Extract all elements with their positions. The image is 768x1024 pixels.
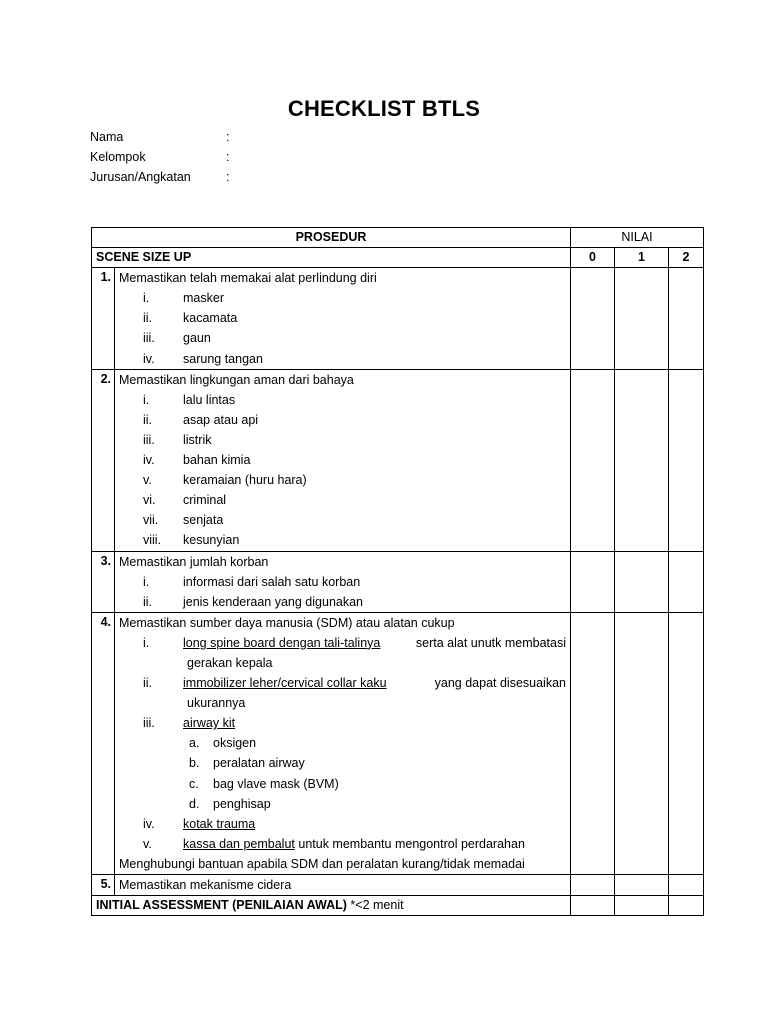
info-label: Kelompok <box>90 150 146 164</box>
sub-list-item: b. peralatan airway <box>189 756 305 771</box>
score-cell-0[interactable] <box>571 612 615 874</box>
header-nilai: NILAI <box>571 228 704 248</box>
score-cell-1[interactable] <box>615 612 669 874</box>
score-cell-1[interactable] <box>615 896 669 916</box>
section-row-scene-size-up <box>92 248 704 268</box>
list-item: v. keramaian (huru hara) <box>143 473 307 488</box>
table-header-row <box>92 228 704 248</box>
score-header-0: 0 <box>571 248 615 268</box>
info-field-kelompok <box>90 150 234 164</box>
score-cell-2[interactable] <box>669 268 704 369</box>
item-number: 4. <box>92 612 115 874</box>
section-row-initial-assessment <box>92 896 704 916</box>
item-number: 3. <box>92 551 115 612</box>
sub-list-item: d. penghisap <box>189 796 271 811</box>
item-text: Memastikan sumber daya manusia (SDM) atau alatan cukup <box>119 615 455 630</box>
list-item: iv. kotak trauma <box>119 814 566 834</box>
list-item: iv. sarung tangan <box>143 351 263 366</box>
list-item: iii. airway kit <box>119 713 566 733</box>
underlined-text: airway kit <box>183 716 236 731</box>
item-number: 5. <box>92 875 115 896</box>
score-cell-1[interactable] <box>615 875 669 896</box>
item-text: Memastikan mekanisme cidera <box>119 878 292 892</box>
info-colon: : <box>226 130 230 144</box>
sub-list-item: c. bag vlave mask (BVM) <box>189 776 339 791</box>
underlined-text: long spine board dengan tali-talinya <box>183 635 381 650</box>
item-text: Memastikan telah memakai alat perlindung diri <box>119 271 377 286</box>
score-cell-2[interactable] <box>669 875 704 896</box>
list-item: iii. listrik <box>143 432 212 447</box>
underlined-text: immobilizer leher/cervical collar kaku <box>183 676 387 691</box>
score-cell-2[interactable] <box>669 896 704 916</box>
score-cell-2[interactable] <box>669 551 704 612</box>
list-item: vi. criminal <box>143 493 227 508</box>
list-item: i. masker <box>143 291 224 306</box>
list-item: v. kassa dan pembalut untuk membantu mengontrol perdarahan <box>119 834 566 854</box>
score-header-2: 2 <box>669 248 704 268</box>
info-colon: : <box>226 150 230 164</box>
item-text: Memastikan lingkungan aman dari bahaya <box>119 372 354 387</box>
table-row <box>92 551 704 612</box>
score-cell-0[interactable] <box>571 875 615 896</box>
score-cell-2[interactable] <box>669 369 704 551</box>
list-item: ii. asap atau api <box>143 412 259 427</box>
item-content <box>115 551 571 612</box>
score-cell-1[interactable] <box>615 369 669 551</box>
document-title: CHECKLIST BTLS <box>287 96 481 121</box>
item-content <box>115 268 571 369</box>
score-cell-1[interactable] <box>615 551 669 612</box>
header-prosedur: PROSEDUR <box>92 228 571 248</box>
table-row <box>92 268 704 369</box>
underlined-text: kotak trauma <box>183 816 256 831</box>
list-item: vii. senjata <box>143 513 224 528</box>
list-item: ii. kacamata <box>143 311 238 326</box>
item-text: Memastikan jumlah korban <box>119 554 269 569</box>
score-cell-2[interactable] <box>669 612 704 874</box>
list-item-continuation: gerakan kepala <box>187 655 273 670</box>
score-cell-0[interactable] <box>571 268 615 369</box>
item-content <box>115 875 571 896</box>
info-label: Nama <box>90 130 124 144</box>
list-item: iv. bahan kimia <box>143 453 251 468</box>
list-item: viii. kesunyian <box>143 533 240 548</box>
table-row <box>92 612 704 874</box>
info-label: Jurusan/Angkatan <box>90 170 191 184</box>
underlined-text: kassa dan pembalut <box>183 836 295 851</box>
section-title: INITIAL ASSESSMENT (PENILAIAN AWAL) *<2 menit <box>92 896 571 916</box>
sub-list-item: a. oksigen <box>189 736 257 751</box>
list-item: iii. gaun <box>143 331 211 346</box>
list-item: i. lalu lintas <box>143 392 236 407</box>
score-cell-0[interactable] <box>571 896 615 916</box>
item-footer-text: Menghubungi bantuan apabila SDM dan peralatan kurang/tidak memadai <box>119 856 525 871</box>
info-colon: : <box>226 170 230 184</box>
score-cell-0[interactable] <box>571 551 615 612</box>
item-content <box>115 612 571 874</box>
list-item: ii. immobilizer leher/cervical collar kaku yang dapat disesuaikan <box>119 673 566 693</box>
section-title: SCENE SIZE UP <box>92 248 571 268</box>
item-number: 2. <box>92 369 115 551</box>
item-content <box>115 369 571 551</box>
checklist-table <box>91 227 704 916</box>
item-number: 1. <box>92 268 115 369</box>
list-item-continuation: ukurannya <box>187 696 246 711</box>
table-row <box>92 369 704 551</box>
score-cell-1[interactable] <box>615 268 669 369</box>
table-row <box>92 875 704 896</box>
section-note: *<2 menit <box>350 898 404 913</box>
info-field-nama <box>90 130 234 144</box>
list-item: i. long spine board dengan tali-talinya serta alat unutk membatasi <box>119 633 566 653</box>
list-item: i. informasi dari salah satu korban <box>143 574 361 589</box>
list-item: ii. jenis kenderaan yang digunakan <box>143 594 363 609</box>
score-cell-0[interactable] <box>571 369 615 551</box>
score-header-1: 1 <box>615 248 669 268</box>
info-field-jurusan <box>90 170 234 184</box>
